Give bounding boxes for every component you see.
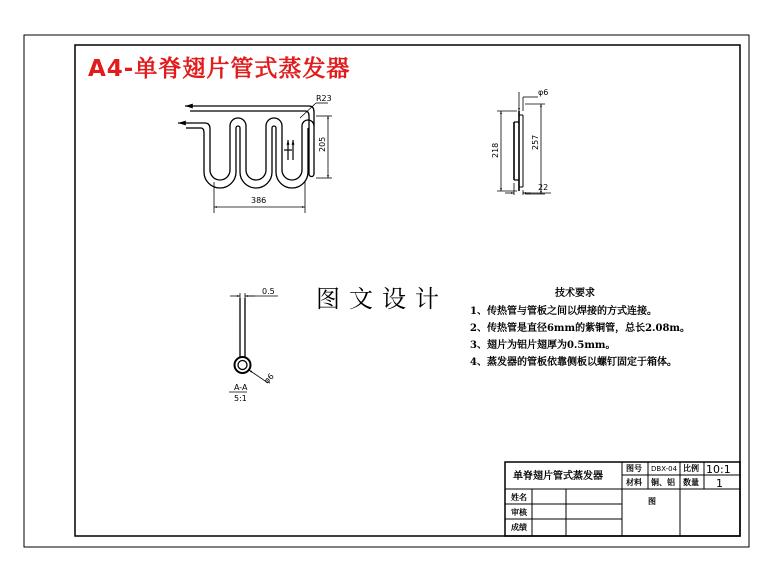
title-block-review-label: 审核: [511, 508, 527, 517]
technical-requirements: [470, 285, 720, 371]
title-block-material: 铜、铝: [651, 478, 675, 487]
title-block-quantity: 1: [716, 477, 723, 490]
title-block-drawing-no-label: 图号: [626, 464, 642, 473]
dim-257-label: 257: [531, 134, 540, 150]
title-block-draw-label: 姓名: [511, 493, 527, 502]
section-label-scale: 5:1: [234, 394, 247, 403]
dim-phi6b-label: φ6: [262, 371, 276, 386]
title-block-approve-label: 成绩: [511, 523, 527, 532]
tech-requirement-item: 2、传热管是直径6mm的紫铜管，总长2.08m。: [470, 323, 691, 334]
tech-requirement-item: 4、蒸发器的管板依靠侧板以螺钉固定于箱体。: [470, 357, 677, 368]
tech-requirement-item: 1、传热管与管板之间以焊接的方式连接。: [470, 306, 657, 317]
title-block-quantity-label: 数量: [683, 478, 699, 487]
dim-386-label: 386: [251, 196, 267, 205]
section-label-top: A-A: [234, 383, 248, 392]
dim-205-label: 205: [318, 136, 327, 152]
side-view-plate: [497, 92, 551, 195]
dim-218-label: 218: [491, 142, 500, 158]
flow-arrows: [284, 140, 293, 160]
drawing-title: A4-单脊翅片管式蒸发器: [88, 56, 351, 82]
dim-phi6-label: φ6: [538, 88, 549, 97]
watermark-text: 图文设计: [316, 285, 448, 313]
dim-0.5-label: 0.5: [262, 287, 275, 296]
title-block-scale: 10:1: [706, 463, 731, 476]
dim-22-label: 22: [538, 183, 549, 192]
tech-requirement-item: 3、翅片为铝片翅厚为0.5mm。: [470, 340, 616, 351]
title-block-material-label: 材料: [626, 478, 642, 487]
tech-requirements-heading: 技术要求: [555, 288, 595, 299]
title-block-sheet-label: 图: [648, 497, 656, 506]
title-block-name: 单脊翅片管式蒸发器: [513, 471, 603, 482]
title-block-drawing-no: DBX-04: [651, 465, 678, 473]
dim-r23-label: R23: [316, 94, 332, 103]
title-block-scale-label: 比例: [683, 464, 699, 473]
